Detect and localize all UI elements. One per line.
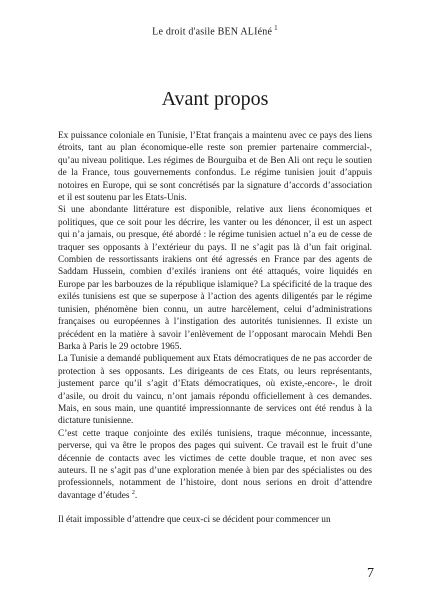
paragraph-3: La Tunisie a demandé publiquement aux Etats démocratiques de ne pas accorder de protection à ses opposants. Les dirigeants de ces Etats, ou leurs représentants, justement parce qu’il s’agit d’Etats démocratiques, où existe,-encore-, le droit d’asile, ou droit du vaincu, n’ont jamais répondu officiellement à ces demandes. Mais, en sous main, une quantité impressionnante de services ont été rendus à la dictature tunisienne. xyxy=(58,354,372,427)
footnote-ref-2: 2 xyxy=(131,489,135,496)
paragraph-1: Ex puissance coloniale en Tunisie, l’Etat français a maintenu avec ce pays des liens étroits, tant au plan économique-elle reste son premier partenaire commercial-, qu’au niveau politique. Les régimes de Bourguiba et de Ben Ali ont reçu le soutien de la France, tous gouvernements confondus. Le régime tunisien jouit d’appuis notoires en Europe, qui se sont concrétisés par la signature d’accords d’association et il est soutenu par les Etats-Unis. xyxy=(58,131,372,204)
running-head-text: Le droit d'asile BEN ALIéné xyxy=(152,26,273,38)
paragraph-2: Si une abondante littérature est disponible, relative aux liens économiques et politiques, que ce soit pour les décrire, les vanter ou les dénoncer, il est un aspect qui n’a jamais, ou presque, été abordé : le régime tunisien actuel n’a eu de cesse de traquer ses opposants à l’extérieur du pays. Il ne s’agit pas là d’un fait original. Combien de ressortissants irakiens ont été agressés en France par des agents de Saddam Hussein, combien d’exilés iraniens ont été attaqués, voire liquidés en Europe par les barbouzes de la république islamique? La spécificité de la traque des exilés tunisiens est que se superpose à l’action des agents diligentés par le régime tunisien, phénomène bien connu, un autre harcèlement, celui d’administrations françaises ou européennes à l’instigation des autorités tunisiennes. Il existe un précédent en la matière à savoir l’enlèvement de l’opposant marocain Mehdi Ben Barka à Paris le 29 octobre 1965. xyxy=(58,205,372,352)
paragraph-4 xyxy=(58,428,372,502)
paragraph-4-text: C’est cette traque conjointe des exilés tunisiens, traque méconnue, incessante, perverse, qui va être le propos des pages qui suivent. Ce travail est le fruit d’une décennie de contacts avec les victimes de cette double traque, et non avec ses auteurs. Il ne s’agit pas d’une exploration menée à bien par des spécialistes ou des professionnels, notamment de l’histoire, dont nous serions en droit d’attendre davantage d’études xyxy=(58,428,372,501)
paragraph-5: Il était impossible d’attendre que ceux-ci se décident pour commencer un xyxy=(58,515,331,526)
page-number: 7 xyxy=(367,566,374,581)
running-head xyxy=(0,24,430,37)
running-head-footnote-ref: 1 xyxy=(274,24,278,32)
body-text xyxy=(58,130,372,527)
paragraph-4-tail: . xyxy=(134,490,138,501)
chapter-title: Avant propos xyxy=(161,88,269,110)
